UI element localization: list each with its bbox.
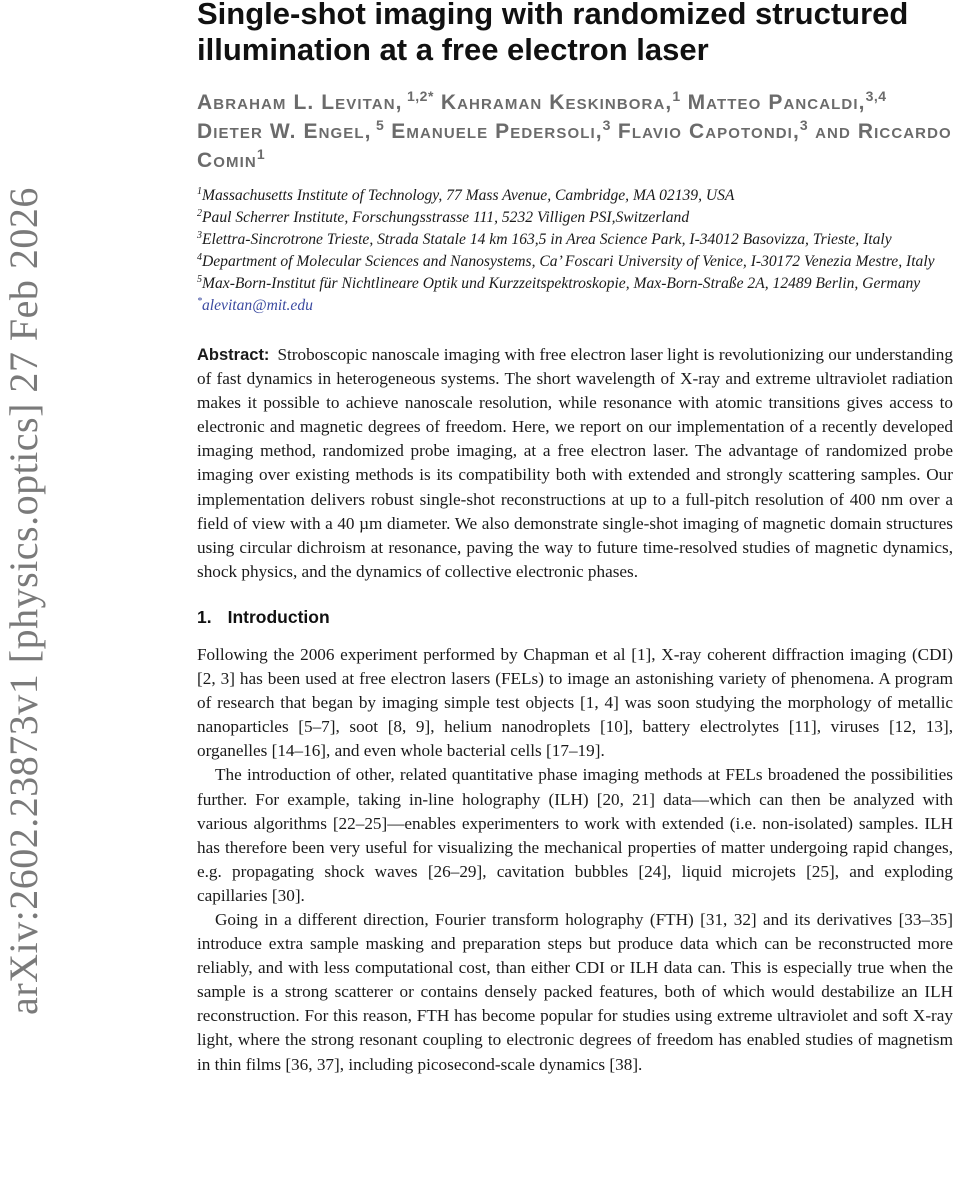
affiliation-sup: 1: [197, 185, 202, 197]
affiliation-text: Massachusetts Institute of Technology, 77 Mass Avenue, Cambridge, MA 02139, USA: [202, 187, 735, 204]
section-heading-introduction: [197, 605, 953, 629]
author-name: Matteo Pancaldi,: [680, 91, 866, 114]
paragraph-1: Following the 2006 experiment performed by Chapman et al [1], X-ray coherent diffraction imaging (CDI) [2, 3] has been used at free electron lasers (FELs) to image an astonishing variety of phenomena. A program of research that began by imaging simple test objects [1, 4] was soon studying the morphology of metallic nanoparticles [5–7], soot [8, 9], helium nanodroplets [10], battery electrolytes [11], viruses [12, 13], organelles [14–16], and even whole bacterial cells [17–19].: [197, 644, 953, 761]
affiliation-5: [197, 273, 953, 295]
abstract-label: Abstract:: [197, 346, 270, 364]
affiliation-2: [197, 207, 953, 229]
abstract: [197, 343, 953, 584]
title-line-1: Single-shot imaging with randomized structured: [197, 0, 909, 31]
author-affil-sup: 1: [256, 146, 266, 162]
affiliation-text: Max-Born-Institut für Nichtlineare Optik und Kurzzeitspektroskopie, Max-Born-Straße 2A, 12489 Berlin, Germany: [202, 275, 921, 292]
affiliation-text: Paul Scherrer Institute, Forschungsstrasse 111, 5232 Villigen PSI,Switzerland: [202, 209, 690, 226]
paragraph-2: The introduction of other, related quantitative phase imaging methods at FELs broadened the possibilities further. For example, taking in-line holography (ILH) [20, 21] data—which can then be analyzed with various algorithms [22–25]—enables experimenters to work with extended (i.e. non-isolated) samples. ILH has therefore been very useful for visualizing the mechanical properties of matter undergoing rapid changes, e.g. propagating shock waves [26–29], cavitation bubbles [24], liquid microjets [25], and exploding capillaries [30].: [197, 765, 953, 905]
title-line-2: illumination at a free electron laser: [197, 32, 709, 67]
author-affil-sup: 3: [602, 117, 611, 133]
arxiv-identifier-stamp: arXiv:2602.23873v1 [physics.optics] 27 Feb 2026: [1, 187, 46, 1015]
author-affil-sup: 3,4: [865, 88, 887, 104]
affiliation-sup: 2: [197, 207, 202, 219]
author-affil-sup: 3: [799, 117, 809, 133]
author-name: Dieter W. Engel,: [197, 120, 372, 143]
affiliation-3: [197, 229, 953, 251]
affiliation-text: Department of Molecular Sciences and Nanosystems, Ca’ Foscari University of Venice, I-30172 Venezia Mestre, Italy: [202, 253, 935, 270]
affiliation-text: Elettra-Sincrotrone Trieste, Strada Statale 14 km 163,5 in Area Science Park, I-34012 Basovizza, Trieste, Italy: [202, 231, 892, 248]
affiliation-1: [197, 185, 953, 207]
author-name: Emanuele Pedersoli,: [384, 120, 603, 143]
affiliation-4: [197, 251, 953, 273]
author-name: Flavio Capotondi,: [610, 120, 800, 143]
section-number: 1.: [197, 606, 212, 627]
author-affil-sup: 1,2*: [402, 88, 434, 104]
author-affil-sup: 1: [672, 88, 681, 104]
affiliations-block: [197, 185, 953, 317]
affiliation-sup: 3: [197, 229, 202, 241]
paper-title: [197, 0, 953, 68]
author-name: Abraham L. Levitan,: [197, 91, 403, 114]
author-list: [197, 88, 953, 175]
affiliation-sup: 4: [197, 251, 202, 263]
author-affil-sup: 5: [371, 117, 385, 133]
section-title: Introduction: [227, 606, 330, 627]
paper-page: [197, 0, 953, 1077]
affiliation-sup: 5: [197, 273, 202, 285]
paragraph-3: Going in a different direction, Fourier transform holography (FTH) [31, 32] and its derivatives [33–35] introduce extra sample masking and preparation steps but produce data which can be reconstructed more reliably, and with less computational cost, than either CDI or ILH data can. This is especially true when the sample is a strong scatterer or contains densely packed features, both of which would destabilize an ILH reconstruction. For this reason, FTH has become popular for studies using extreme ultraviolet and soft X-ray light, where the strong resonant coupling to electronic degrees of freedom has enabled studies of magnetism in thin films [36, 37], including picosecond-scale dynamics [38].: [197, 909, 953, 1074]
email-link[interactable]: alevitan@mit.edu: [202, 297, 313, 314]
email-sup: *: [197, 295, 202, 307]
abstract-text: Stroboscopic nanoscale imaging with free electron laser light is revolutionizing our understanding of fast dynamics in heterogeneous systems. The short wavelength of X-ray and extreme ultraviolet radiation makes it possible to achieve nanoscale resolution, while resonance with atomic transitions gives access to electronic and magnetic degrees of freedom. Here, we report on our implementation of a recently developed imaging method, randomized probe imaging, at a free electron laser. The advantage of randomized probe imaging over existing methods is its compatibility both with extended and strongly scattering samples. Our implementation delivers robust single-shot reconstructions at up to a full-pitch resolution of 400 nm over a field of view with a 40 µm diameter. We also demonstrate single-shot imaging of magnetic domain structures using circular dichroism at resonance, paving the way to future time-resolved studies of magnetic dynamics, shock physics, and the dynamics of collective electronic phases.: [197, 345, 953, 581]
author-name: and Riccardo Comin: [197, 120, 952, 172]
corresponding-email: [197, 295, 953, 317]
author-name: Kahraman Keskinbora,: [433, 91, 673, 114]
